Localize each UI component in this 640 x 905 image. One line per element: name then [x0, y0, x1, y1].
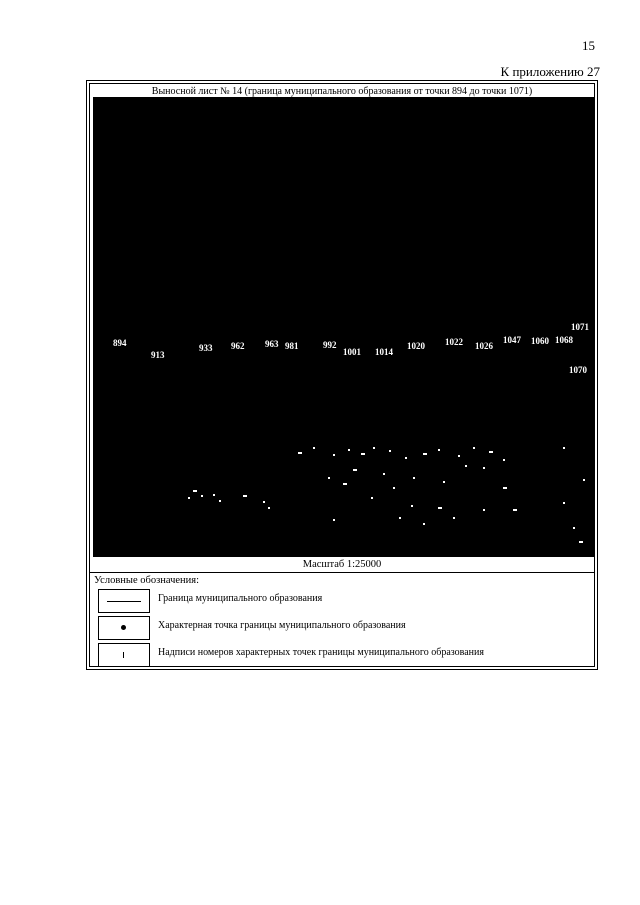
legend-row-point [98, 616, 578, 640]
legend-symbol-point-dot [98, 616, 150, 640]
map-features-layer [188, 447, 585, 543]
map-feature-speck [193, 490, 197, 492]
map-feature-speck [563, 502, 565, 504]
map-sheet [86, 80, 598, 670]
point-label-963: 963 [265, 339, 279, 349]
map-sheet-frame [89, 83, 595, 667]
page-number: 15 [582, 38, 595, 53]
map-feature-speck [423, 453, 427, 455]
legend-symbol-label-tick [98, 643, 150, 667]
map-feature-speck [383, 473, 385, 475]
map-feature-speck [213, 494, 215, 496]
map-feature-speck [443, 481, 445, 483]
point-labels-layer [113, 322, 590, 375]
map-feature-speck [411, 505, 413, 507]
map-feature-speck [389, 450, 391, 452]
map-feature-speck [333, 454, 335, 456]
map-feature-speck [373, 447, 375, 449]
map-feature-speck [348, 449, 350, 451]
map-svg [93, 97, 595, 557]
legend-row-boundary [98, 589, 578, 613]
map-feature-speck [263, 501, 265, 503]
point-label-1070: 1070 [569, 365, 587, 375]
map-feature-speck [473, 447, 475, 449]
legend-label-point: Характерная точка границы муниципального образования [158, 620, 406, 631]
map-feature-speck [573, 527, 575, 529]
map-feature-speck [483, 509, 485, 511]
point-label-1022: 1022 [445, 337, 463, 347]
legend-label-boundary: Граница муниципального образования [158, 593, 323, 604]
map-feature-speck [298, 452, 302, 454]
map-feature-speck [438, 449, 440, 451]
map-feature-speck [333, 519, 335, 521]
map-feature-speck [405, 457, 407, 459]
map-feature-speck [423, 523, 425, 525]
map-feature-speck [243, 495, 247, 497]
point-label-1014: 1014 [375, 347, 393, 357]
map-feature-speck [503, 487, 507, 489]
map-feature-speck [583, 479, 585, 481]
point-label-1047: 1047 [503, 335, 521, 345]
map-feature-speck [371, 497, 373, 499]
point-label-913: 913 [151, 350, 165, 360]
map-feature-speck [563, 447, 565, 449]
legend-divider [90, 572, 594, 573]
map-feature-speck [268, 507, 270, 509]
map-feature-speck [361, 453, 365, 455]
point-label-1060: 1060 [531, 336, 549, 346]
legend-row-label [98, 643, 578, 667]
legend-symbol-boundary-line [98, 589, 150, 613]
map-feature-speck [393, 487, 395, 489]
point-label-894: 894 [113, 338, 127, 348]
map-feature-speck [313, 447, 315, 449]
legend-label-numbers: Надписи номеров характерных точек границы муниципального образования [158, 647, 484, 658]
point-label-933: 933 [199, 343, 213, 353]
map-feature-speck [458, 455, 460, 457]
map-feature-speck [328, 477, 330, 479]
map-feature-speck [513, 509, 517, 511]
point-label-1068: 1068 [555, 335, 573, 345]
map-title: Выносной лист № 14 (граница муниципального образования от точки 894 до точки 1071) [151, 86, 533, 97]
map-feature-speck [219, 500, 221, 502]
map-feature-speck [399, 517, 401, 519]
map-feature-speck [579, 541, 583, 543]
point-label-962: 962 [231, 341, 245, 351]
appendix-caption: К приложению 27 [500, 64, 600, 79]
point-label-981: 981 [285, 341, 299, 351]
map-feature-speck [188, 497, 190, 499]
map-scale: Масштаб 1:25000 [302, 559, 382, 570]
map-feature-speck [503, 459, 505, 461]
point-label-992: 992 [323, 340, 337, 350]
map-feature-speck [465, 465, 467, 467]
map-feature-speck [483, 467, 485, 469]
map-feature-speck [438, 507, 442, 509]
point-label-1020: 1020 [407, 341, 425, 351]
map-feature-speck [201, 495, 203, 497]
legend-title: Условные обозначения: [94, 575, 200, 586]
point-label-1026: 1026 [475, 341, 493, 351]
map-feature-speck [353, 469, 357, 471]
map-canvas [93, 97, 595, 557]
point-label-1071: 1071 [571, 322, 589, 332]
map-feature-speck [489, 451, 493, 453]
map-feature-speck [343, 483, 347, 485]
map-feature-speck [413, 477, 415, 479]
map-feature-speck [453, 517, 455, 519]
point-label-1001: 1001 [343, 347, 361, 357]
